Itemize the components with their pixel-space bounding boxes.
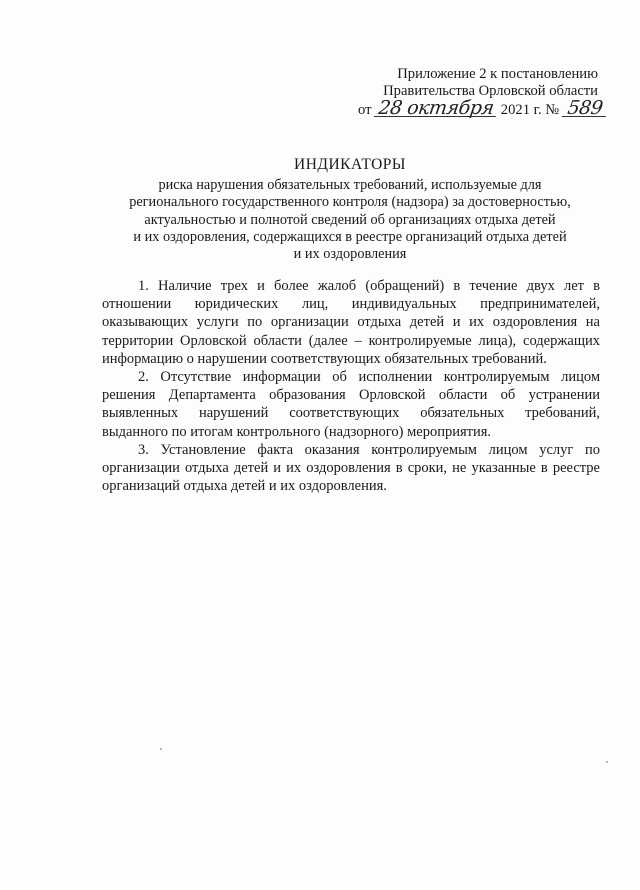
date-prefix: от	[358, 102, 372, 118]
indicators-list	[102, 277, 600, 495]
subtitle-line-4: и их оздоровления, содержащихся в реестре организаций отдыха детей	[133, 228, 567, 245]
appendix-line-1: Приложение 2 к постановлению	[397, 66, 598, 82]
document-title: ИНДИКАТОРЫ	[294, 156, 406, 173]
subtitle-line-3: актуальностью и полнотой сведений об организациях отдыха детей	[144, 211, 556, 228]
handwritten-number: 589	[562, 100, 608, 117]
year-suffix: 2021 г. №	[500, 102, 560, 118]
indicator-item-2: 2. Отсутствие информации об исполнении контролируемым лицом решения Департамента образования Орловской области об устранении выявленных нарушений соответствующих обязательных требований, выданного по итогам контрольного (надзорного) мероприятия.	[102, 369, 600, 440]
subtitle-line-1: риска нарушения обязательных требований, используемые для	[158, 177, 542, 193]
title-block	[100, 156, 600, 263]
scan-speck	[606, 761, 608, 763]
handwritten-date: 28 октября	[374, 100, 498, 117]
scan-speck	[160, 748, 162, 750]
appendix-reference	[358, 66, 604, 119]
indicator-item-1: 1. Наличие трех и более жалоб (обращений) в течение двух лет в отношении юридических лиц, индивидуальных предпринимателей, оказывающих услуги по организации отдыха детей и их оздоровления на территории Орловской области (далее – контролируемые лица), содержащих информацию о нарушении соответствующих обязательных требований.	[102, 278, 600, 367]
indicator-item-3: 3. Установление факта оказания контролируемым лицом услуг по организации отдыха детей и их оздоровления в сроки, не указанные в реестре организаций отдыха детей и их оздоровления.	[102, 441, 600, 495]
subtitle-line-2: регионального государственного контроля (надзора) за достоверностью,	[129, 194, 571, 211]
appendix-date-line	[358, 97, 604, 119]
document-subtitle	[100, 177, 600, 263]
subtitle-line-5: и их оздоровления	[293, 246, 407, 263]
appendix-line-2: Правительства Орловской области	[383, 83, 598, 99]
